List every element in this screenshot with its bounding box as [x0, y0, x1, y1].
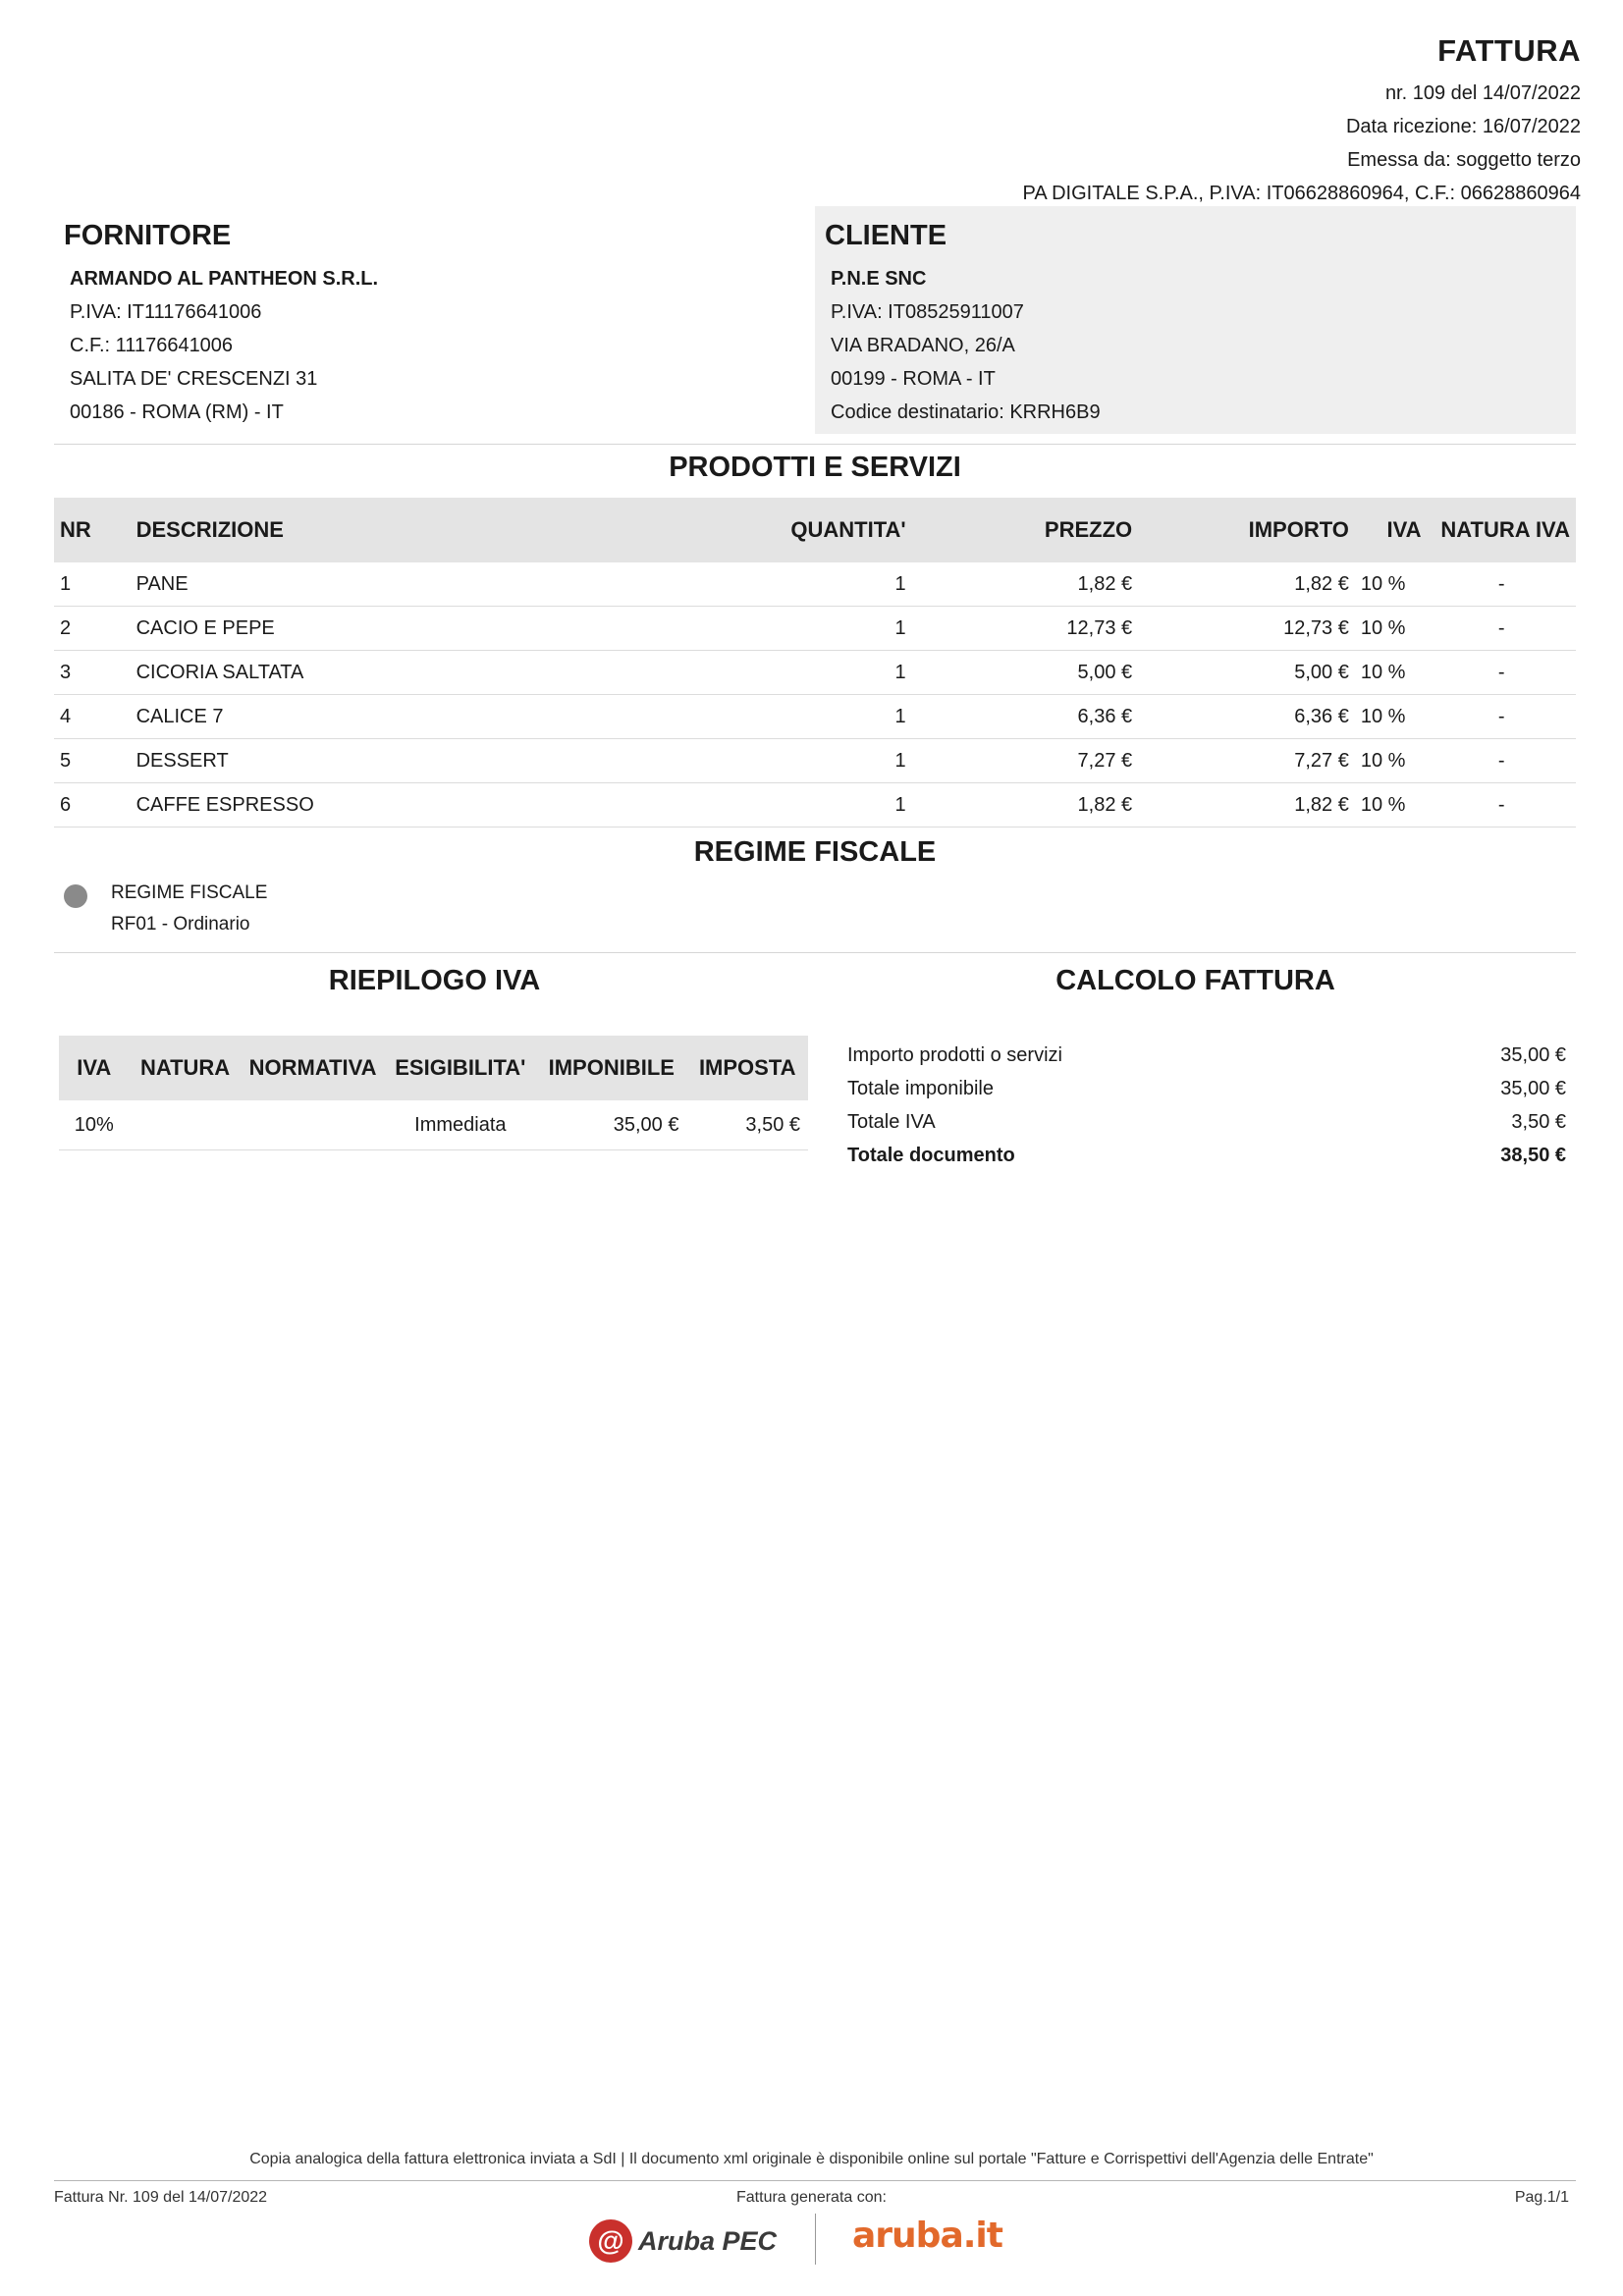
row-amount: 6,36 €: [1138, 695, 1355, 739]
divider: [54, 444, 1576, 445]
row-natura: -: [1428, 739, 1576, 783]
row-amount: 5,00 €: [1138, 651, 1355, 695]
row-natura: -: [1428, 651, 1576, 695]
row-nr: 5: [54, 739, 131, 783]
row-iva: 10 %: [1355, 651, 1428, 695]
row-natura: -: [1428, 562, 1576, 607]
customer-recipient-code: Codice destinatario: KRRH6B9: [831, 401, 1101, 423]
row-amount: 1,82 €: [1138, 562, 1355, 607]
footer-page-number: Pag.1/1: [1514, 2189, 1569, 2206]
table-row: [54, 739, 1576, 783]
totals-label: Importo prodotti o servizi: [847, 1044, 1062, 1066]
row-nr: 1: [54, 562, 131, 607]
col-amount: IMPORTO: [1138, 498, 1355, 562]
customer-block: [815, 206, 1576, 434]
footer-logos: [589, 2214, 1041, 2269]
row-iva: 10 %: [1355, 783, 1428, 828]
col-esigibilita: ESIGIBILITA': [385, 1036, 536, 1100]
footer-invoice-ref: Fattura Nr. 109 del 14/07/2022: [54, 2189, 268, 2206]
table-row: [54, 562, 1576, 607]
row-nr: 4: [54, 695, 131, 739]
supplier-name: ARMANDO AL PANTHEON S.R.L.: [70, 268, 379, 290]
row-amount: 1,82 €: [1138, 783, 1355, 828]
vat-esigibilita: Immediata: [385, 1100, 536, 1150]
table-row: [54, 695, 1576, 739]
row-description: CICORIA SALTATA: [131, 651, 687, 695]
invoice-number: nr. 109 del 14/07/2022: [1384, 82, 1581, 104]
table-row: [54, 783, 1576, 828]
aruba-pec-text: Aruba PEC: [638, 2225, 778, 2256]
regime-value: RF01 - Ordinario: [111, 914, 250, 934]
row-iva: 10 %: [1355, 607, 1428, 651]
products-table: [54, 498, 1576, 828]
vat-summary-table: [59, 1036, 808, 1150]
row-natura: -: [1428, 607, 1576, 651]
vat-normativa: [242, 1100, 385, 1150]
vat-imposta: 3,50 €: [686, 1100, 808, 1150]
supplier-address: SALITA DE' CRESCENZI 31: [70, 368, 318, 390]
row-quantity: 1: [687, 607, 912, 651]
totals-value: 3,50 €: [1511, 1111, 1566, 1133]
supplier-piva: P.IVA: IT11176641006: [70, 301, 262, 323]
row-iva: 10 %: [1355, 739, 1428, 783]
totals-value: 35,00 €: [1500, 1078, 1566, 1099]
col-normativa: NORMATIVA: [242, 1036, 385, 1100]
customer-address: VIA BRADANO, 26/A: [831, 335, 1015, 356]
issuer-details: PA DIGITALE S.P.A., P.IVA: IT06628860964, C.F.: 06628860964: [1022, 183, 1581, 204]
invoice-totals: [847, 1039, 1566, 1172]
row-price: 1,82 €: [912, 562, 1138, 607]
col-description: DESCRIZIONE: [131, 498, 687, 562]
supplier-cf: C.F.: 11176641006: [70, 335, 234, 356]
totals-label: Totale imponibile: [847, 1078, 994, 1099]
row-description: CAFFE ESPRESSO: [131, 783, 687, 828]
col-imposta: IMPOSTA: [686, 1036, 808, 1100]
customer-title: CLIENTE: [825, 220, 947, 251]
regime-bullet-icon: [64, 884, 87, 908]
col-imponibile: IMPONIBILE: [536, 1036, 686, 1100]
divider: [54, 952, 1576, 953]
row-price: 1,82 €: [912, 783, 1138, 828]
customer-piva: P.IVA: IT08525911007: [831, 301, 1024, 323]
row-description: PANE: [131, 562, 687, 607]
table-row: [54, 607, 1576, 651]
totals-row: [847, 1072, 1566, 1105]
aruba-it-logo: aruba.it: [852, 2216, 1002, 2256]
col-quantity: QUANTITA': [687, 498, 912, 562]
row-quantity: 1: [687, 739, 912, 783]
row-amount: 12,73 €: [1138, 607, 1355, 651]
row-amount: 7,27 €: [1138, 739, 1355, 783]
totals-label: Totale IVA: [847, 1111, 936, 1133]
customer-city: 00199 - ROMA - IT: [831, 368, 996, 390]
row-iva: 10 %: [1355, 695, 1428, 739]
at-seal-icon: @: [589, 2219, 632, 2263]
vat-imponibile: 35,00 €: [536, 1100, 686, 1150]
row-description: DESSERT: [131, 739, 687, 783]
row-natura: -: [1428, 783, 1576, 828]
row-nr: 6: [54, 783, 131, 828]
col-nr: NR: [54, 498, 131, 562]
row-quantity: 1: [687, 783, 912, 828]
vat-header-row: [59, 1036, 808, 1100]
row-nr: 3: [54, 651, 131, 695]
row-description: CALICE 7: [131, 695, 687, 739]
supplier-city: 00186 - ROMA (RM) - IT: [70, 401, 284, 423]
col-natura: NATURA: [130, 1036, 242, 1100]
totals-value: 35,00 €: [1500, 1044, 1566, 1066]
row-price: 5,00 €: [912, 651, 1138, 695]
invoice-header: [697, 33, 1581, 210]
products-header-row: [54, 498, 1576, 562]
footer-divider: [54, 2180, 1576, 2181]
received-date: Data ricezione: 16/07/2022: [1345, 116, 1581, 137]
row-price: 7,27 €: [912, 739, 1138, 783]
row-nr: 2: [54, 607, 131, 651]
table-row: [59, 1100, 808, 1150]
supplier-title: FORNITORE: [64, 220, 232, 251]
row-quantity: 1: [687, 651, 912, 695]
regime-title: REGIME FISCALE: [693, 836, 937, 868]
row-price: 6,36 €: [912, 695, 1138, 739]
row-price: 12,73 €: [912, 607, 1138, 651]
col-price: PREZZO: [912, 498, 1138, 562]
row-iva: 10 %: [1355, 562, 1428, 607]
col-natura-iva: NATURA IVA: [1428, 498, 1576, 562]
invoice-title: FATTURA: [1437, 33, 1581, 68]
table-row: [54, 651, 1576, 695]
row-natura: -: [1428, 695, 1576, 739]
vat-natura: [130, 1100, 242, 1150]
footer-note: Copia analogica della fattura elettronica inviata a SdI | Il documento xml originale è disponibile online sul portale "Fatture e Corrispettivi dell'Agenzia delle Entrate": [249, 2151, 1374, 2167]
aruba-pec-logo: [589, 2219, 777, 2263]
grand-total-label: Totale documento: [847, 1145, 1015, 1166]
issued-by: Emessa da: soggetto terzo: [1347, 149, 1581, 171]
totals-row: [847, 1039, 1566, 1072]
regime-label: REGIME FISCALE: [111, 882, 268, 903]
totals-row: [847, 1105, 1566, 1139]
calcolo-title: CALCOLO FATTURA: [1055, 965, 1335, 996]
riepilogo-title: RIEPILOGO IVA: [328, 965, 541, 996]
logo-separator: [815, 2214, 816, 2265]
grand-total-value: 38,50 €: [1500, 1145, 1566, 1166]
vat-rate: 10%: [59, 1100, 130, 1150]
products-title: PRODOTTI E SERVIZI: [669, 452, 961, 483]
grand-total-row: [847, 1139, 1566, 1172]
row-description: CACIO E PEPE: [131, 607, 687, 651]
supplier-block: [54, 206, 810, 434]
col-iva: IVA: [1355, 498, 1428, 562]
row-quantity: 1: [687, 562, 912, 607]
customer-name: P.N.E SNC: [831, 268, 927, 290]
footer-generated-with: Fattura generata con:: [736, 2189, 887, 2206]
col-iva: IVA: [59, 1036, 130, 1100]
row-quantity: 1: [687, 695, 912, 739]
